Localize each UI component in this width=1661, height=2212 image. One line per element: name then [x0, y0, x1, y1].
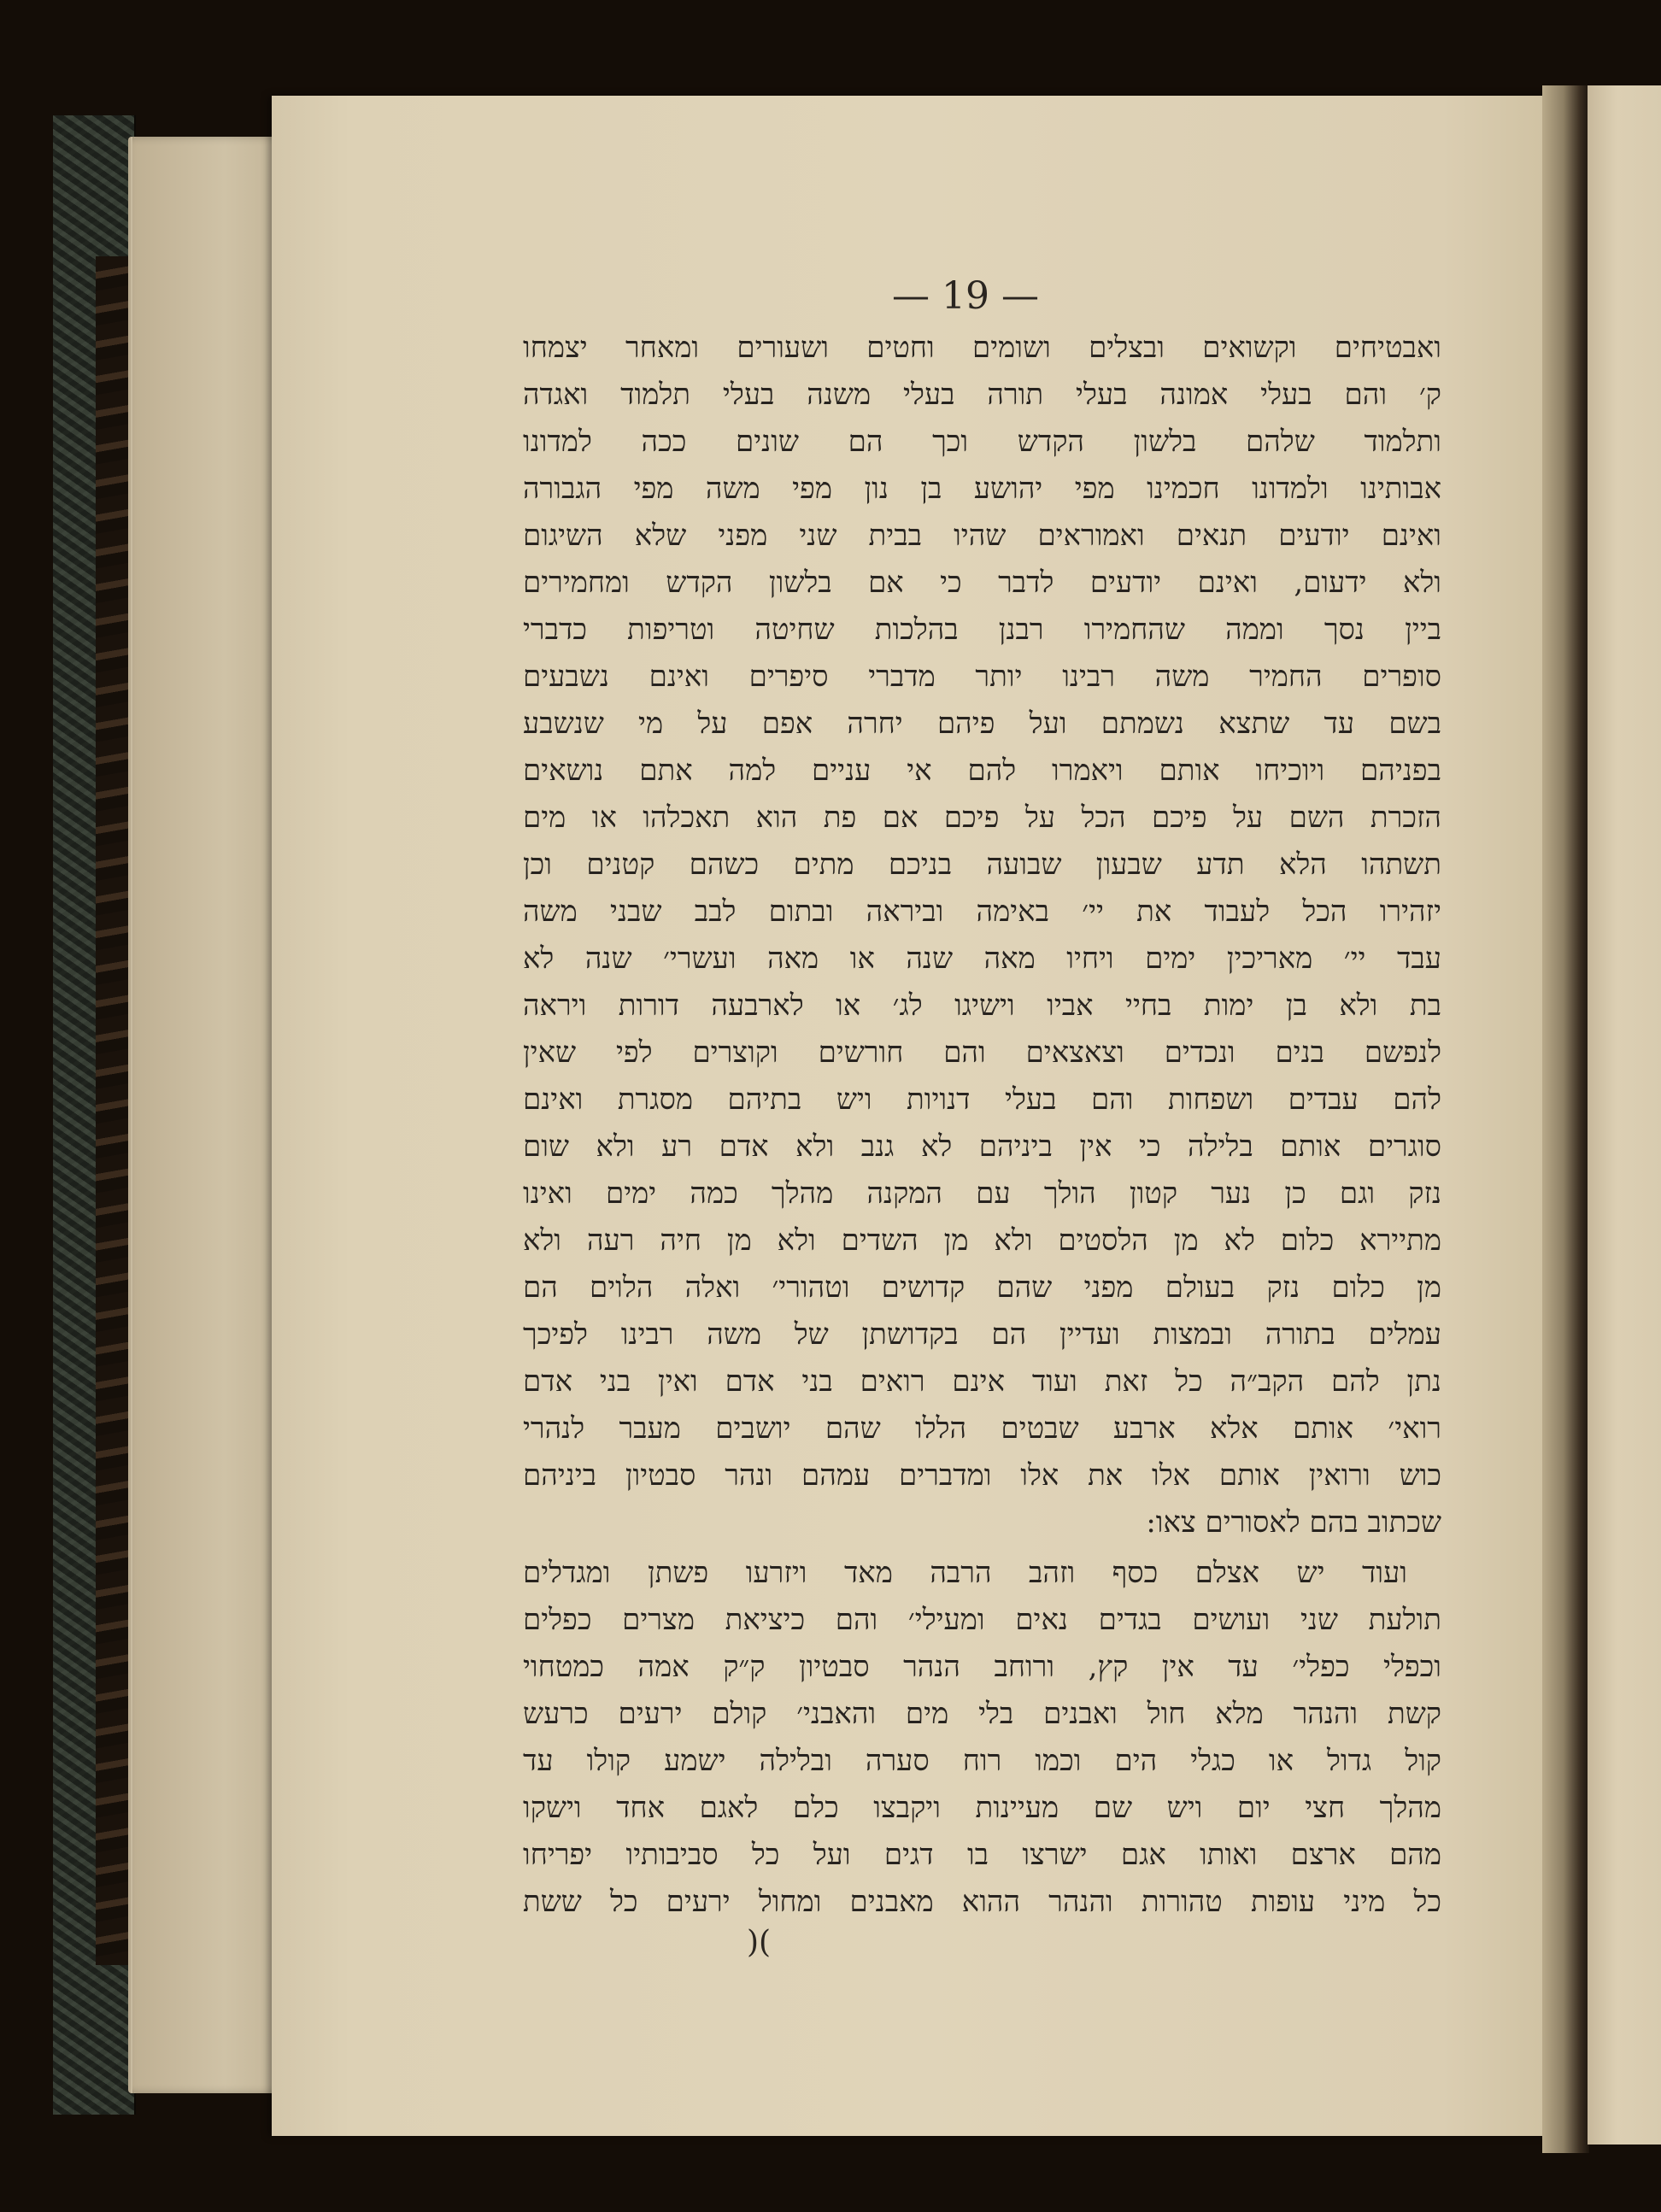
text-line: כל מיני עופות טהורות והנהר ההוא מאבנים ומחול ירעים כל ששת	[523, 1885, 1441, 1919]
text-line: עמלים בתורה ובמצות ועדיין הם בקדושתן של משה רבינו לפיכך	[523, 1317, 1441, 1352]
paragraph-1	[523, 325, 1441, 1546]
text-line: מהלך חצי יום ויש שם מעיינות ויקבצו כלם לאגם אחד וישקו	[523, 1791, 1441, 1825]
text-line: בשם עד שתצא נשמתם ועל פיהם יחרה אפם על מי שנשבע	[523, 707, 1441, 741]
text-line: תשתהו הלא תדע שבעון שבועה בניכם מתים כשהם קטנים וכן	[523, 848, 1441, 882]
text-line: ואבטיחים וקשואים ובצלים ושומים וחטים ושעורים ומאחר יצמחו	[523, 331, 1441, 365]
text-line: לנפשם בנים ונכדים וצאצאים והם חורשים וקוצרים לפי שאין	[523, 1036, 1441, 1070]
text-line: עבד יי׳ מאריכין ימים ויחיו מאה שנה או מאה ועשרי׳ שנה לא	[523, 942, 1441, 976]
text-line: ביין נסך וממה שהחמירו רבנן בהלכות שחיטה וטריפות כדברי	[523, 613, 1441, 647]
book-gutter	[1542, 85, 1589, 2153]
signature-mark: )(	[746, 1925, 772, 1960]
text-line: אבותינו ולמדונו חכמינו מפי יהושע בן נון מפי משה מפי הגבורה	[523, 472, 1441, 506]
text-line: להם עבדים ושפחות והם בעלי דנויות ויש בתיהם מסגרת ואינם	[523, 1083, 1441, 1117]
text-line: סופרים החמיר משה רבינו יותר מדברי סיפרים ואינם נשבעים	[523, 660, 1441, 694]
text-line: מהם ארצם ואותו אגם ישרצו בו דגים ועל כל סביבותיו יפריחו	[523, 1838, 1441, 1872]
text-line: נזק וגם כן נער קטון הולך עם המקנה מהלך כמה ימים ואינו	[523, 1176, 1441, 1211]
text-line: קשת והנהר מלא חול ואבנים בלי מים והאבני׳ קולם ירעים כרעש	[523, 1697, 1441, 1731]
text-line: בפניהם ויוכיחו אותם ויאמרו להם אי עניים למה אתם נושאים	[523, 754, 1441, 788]
text-line: ק׳ והם בעלי אמונה בעלי תורה בעלי משנה בעלי תלמוד ואגדה	[523, 378, 1441, 412]
text-line: מתיירא כלום לא מן הלסטים ולא מן השדים ולא מן חיה רעה ולא	[523, 1223, 1441, 1258]
text-line: סוגרים אותם בלילה כי אין ביניהם לא גנב ולא אדם רע ולא שום	[523, 1129, 1441, 1164]
text-line: וכפלי כפלי׳ עד אין קץ, ורוחב הנהר סבטיון ק״ק אמה כמטחוי	[523, 1650, 1441, 1684]
text-line: בת ולא בן ימות בחיי אביו וישיגו לג׳ או לארבעה דורות ויראה	[523, 989, 1441, 1023]
text-line: רואי׳ אותם אלא ארבע שבטים הללו שהם יושבים מעבר לנהרי	[523, 1411, 1441, 1446]
text-line: נתן להם הקב״ה כל זאת ועוד אינם רואים בני אדם ואין בני אדם	[523, 1364, 1441, 1399]
text-line: תולעת שני ועושים בגדים נאים ומעילי׳ והם כיציאת מצרים כפלים	[523, 1603, 1441, 1637]
text-line: ועוד יש אצלם כסף וזהב הרבה מאד ויזרעו פשתן ומגדלים	[523, 1556, 1407, 1590]
text-line: ואינם יודעים תנאים ואמוראים שהיו בבית שני מפני שלא השיגום	[523, 519, 1441, 553]
text-line: הזכרת השם על פיכם הכל על פיכם אם פת הוא תאכלהו או מים	[523, 801, 1441, 835]
facing-page-edge	[1588, 85, 1661, 2145]
text-line: מן כלום נזק בעולם מפני שהם קדושים וטהורי׳ ואלה הלוים הם	[523, 1270, 1441, 1305]
text-line: ולא ידעום, ואינם יודעים לדבר כי אם בלשון הקדש ומחמירים	[523, 566, 1441, 600]
text-line: יזהירו הכל לעבוד את יי׳ באימה וביראה ובתום לבב שבני משה	[523, 895, 1441, 929]
text-line: קול גדול או כגלי הים וכמו רוח סערה ובלילה ישמע קולו עד	[523, 1744, 1441, 1778]
page-number: — 19 —	[892, 274, 1039, 318]
page-text	[523, 325, 1441, 1948]
paragraph-2	[523, 1550, 1441, 1926]
cover-spine	[96, 256, 130, 1965]
previous-leaf	[132, 137, 286, 2093]
text-line: כוש ורואין אותם אלו את אלו ומדברים עמהם ונהר סבטיון ביניהם	[523, 1458, 1441, 1493]
text-line: שכתוב בהם לאסורים צאו:	[1146, 1505, 1441, 1540]
text-line: ותלמוד שלהם בלשון הקדש וכך הם שונים ככה למדונו	[523, 425, 1441, 459]
